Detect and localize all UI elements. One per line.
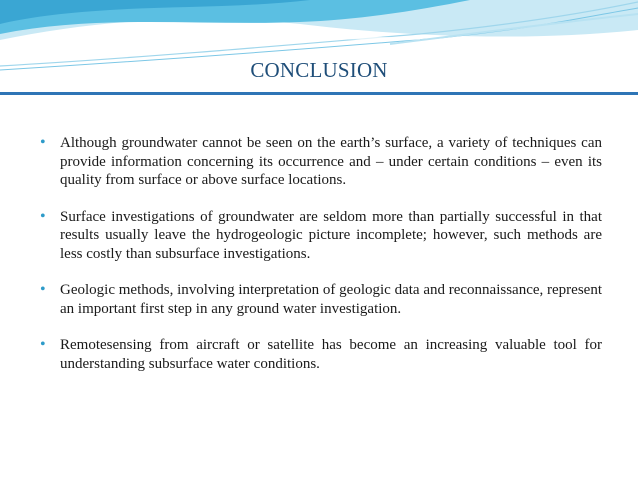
bullet-icon: • — [40, 134, 46, 151]
bullet-text: Remotesensing from aircraft or satellite has become an increasing valuable tool for understanding subsurface water conditions. — [60, 337, 602, 372]
slide-title: CONCLUSION — [250, 58, 388, 82]
bullet-item — [40, 336, 602, 373]
bullet-icon: • — [40, 336, 46, 353]
bullet-list — [40, 134, 602, 391]
bullet-text: Geologic methods, involving interpretation of geologic data and reconnaissance, represent an important first step in any ground water investigation. — [60, 282, 602, 317]
header-wave-decoration — [0, 0, 638, 100]
bullet-icon: • — [40, 207, 46, 225]
bullet-text: Surface investigations of groundwater are seldom more than partially successful in that results usually leave the hydrogeologic picture incomplete; however, such methods are less costly than subsurface investigations. — [60, 208, 602, 262]
bullet-item — [40, 208, 602, 264]
title-divider — [0, 92, 638, 95]
bullet-item — [40, 134, 602, 190]
bullet-icon: • — [40, 281, 46, 298]
bullet-item — [40, 281, 602, 318]
bullet-text: Although groundwater cannot be seen on the earth’s surface, a variety of techniques can provide information concerning its occurrence and – under certain conditions – even its quality from surface or above surface locations. — [60, 135, 602, 188]
